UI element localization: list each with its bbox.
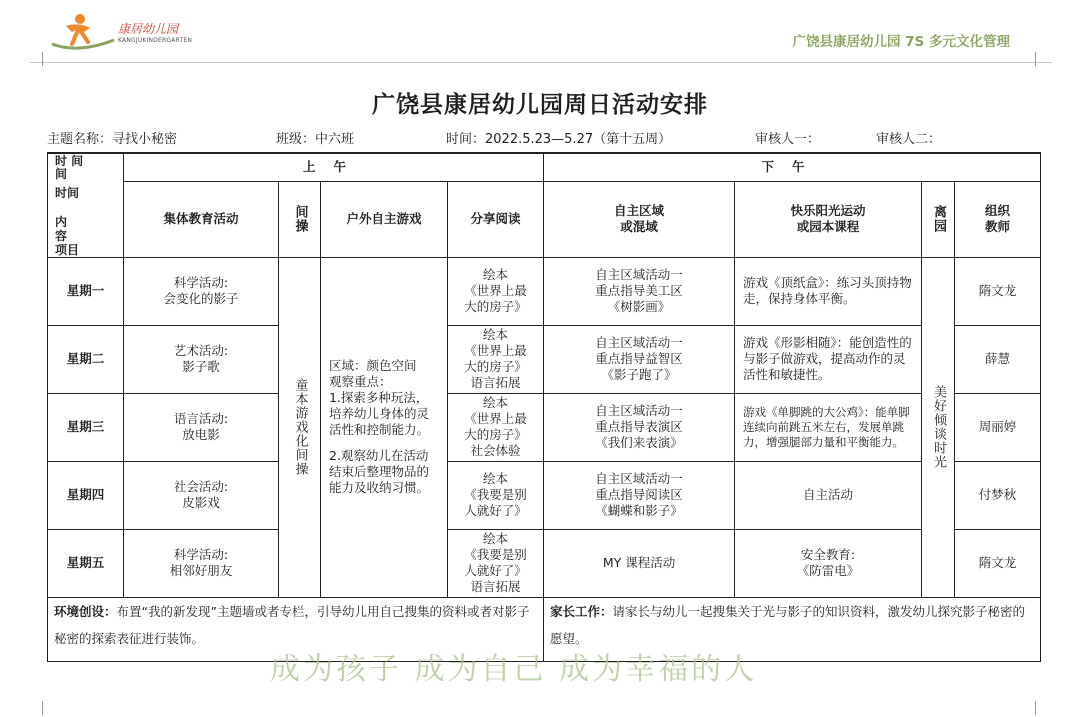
day-label: 星期三 <box>48 393 124 461</box>
area-line: 重点指导益智区 <box>595 351 683 366</box>
corner-label: 容 <box>55 229 68 243</box>
area-line: 《蝴蝶和影子》 <box>595 503 683 518</box>
group-activity-cell <box>124 529 279 597</box>
reading-line: 语言拓展 <box>470 375 521 390</box>
reading-line: 《我要是别 <box>464 487 527 502</box>
area-line: 重点指导表演区 <box>595 419 683 434</box>
area-line: 重点指导阅读区 <box>595 487 683 502</box>
group-activity-title: 相邻好朋友 <box>169 563 233 578</box>
reading-line: 《世界上最 <box>464 343 527 358</box>
weekly-schedule-table <box>47 152 1041 662</box>
group-activity-cell <box>124 257 279 325</box>
meta-reviewer-1: 审核人一： <box>755 132 821 147</box>
sport-cell: 游戏《单脚跳的大公鸡》：能单脚连续向前跳五米左右，发展单跳力，增强腿部力量和平衡能力。 <box>735 393 922 461</box>
col-sport <box>735 181 922 257</box>
parent-text: 请家长与幼儿一起搜集关于光与影子的知识资料，激发幼儿探究影子秘密的愿望。 <box>550 603 1026 646</box>
col-area-line: 自主区域 <box>614 203 665 218</box>
area-line: 自主区域活动一 <box>595 267 683 282</box>
sport-cell: 自主活动 <box>735 461 922 529</box>
outdoor-line: 2.观察幼儿在活动结束后整理物品的能力及收纳习惯。 <box>329 448 430 495</box>
col-leave-label: 离园 <box>931 205 947 233</box>
area-line: 重点指导美工区 <box>595 283 683 298</box>
slogan-watermark: 成为孩子 成为自己 成为幸福的人 <box>270 652 758 687</box>
corner-label: 间 <box>55 167 68 181</box>
area-line: 自主区域活动一 <box>595 335 683 350</box>
table-row <box>48 529 1041 597</box>
col-teacher-line: 组织 <box>985 203 1011 218</box>
area-cell <box>544 393 735 461</box>
area-line: 自主区域活动一 <box>595 471 683 486</box>
col-break <box>279 181 321 257</box>
col-teacher-line: 教师 <box>985 219 1011 234</box>
col-outdoor-game: 户外自主游戏 <box>321 181 448 257</box>
table-row <box>48 325 1041 393</box>
day-label: 星期五 <box>48 529 124 597</box>
logo-text: 康居幼儿园 <box>118 22 179 36</box>
corner-label: 项目 <box>55 243 80 257</box>
crop-mark <box>1035 701 1050 715</box>
leave-text: 美好倾谈时光 <box>931 385 947 469</box>
table-corner-header <box>48 153 124 257</box>
area-line: 《影子跑了》 <box>601 367 677 382</box>
outdoor-game-cell <box>321 257 448 597</box>
group-activity-cell <box>124 461 279 529</box>
reading-line: 社会体验 <box>470 443 521 458</box>
morning-header: 上午 <box>124 153 544 181</box>
col-area-line: 或混域 <box>620 219 658 234</box>
area-line: 《我们来表演》 <box>595 435 683 450</box>
reading-line: 绘本 <box>483 395 509 410</box>
corner-label: 时 间 <box>55 154 84 168</box>
logo-subtitle: KANGJUKINDERGARTEN <box>118 37 193 44</box>
reading-cell <box>448 461 544 529</box>
reading-line: 绘本 <box>483 267 509 282</box>
break-cell <box>279 257 321 597</box>
group-activity-type: 社会活动: <box>173 479 229 494</box>
reading-line: 人就好了》 <box>464 563 527 578</box>
reading-line: 语言拓展 <box>470 579 521 594</box>
area-line: 自主区域活动一 <box>595 403 683 418</box>
reading-line: 绘本 <box>483 327 509 342</box>
area-cell <box>544 325 735 393</box>
reading-line: 人就好了》 <box>464 503 527 518</box>
teacher-cell: 周丽婷 <box>955 393 1041 461</box>
environment-text: 布置“我的新发现”主题墙或者专栏，引导幼儿用自己搜集的资料或者对影子秘密的探索表征进行装饰。 <box>54 603 530 646</box>
col-sport-line: 或园本课程 <box>796 219 860 234</box>
outdoor-line: 1.探索多种玩法，培养幼儿身体的灵活性和控制能力。 <box>329 390 430 437</box>
group-activity-cell <box>124 393 279 461</box>
reading-line: 《世界上最 <box>464 283 527 298</box>
day-label: 星期一 <box>48 257 124 325</box>
environment-label: 环境创设： <box>54 603 117 619</box>
sport-cell <box>735 529 922 597</box>
reading-line: 《世界上最 <box>464 411 527 426</box>
sport-line: 安全教育: <box>800 547 856 562</box>
crop-mark <box>1035 52 1050 66</box>
group-activity-type: 艺术活动: <box>173 343 229 358</box>
outdoor-line: 观察重点： <box>329 374 392 389</box>
col-sport-line: 快乐阳光运动 <box>790 203 866 218</box>
logo-figure-icon <box>48 10 118 52</box>
group-activity-title: 皮影戏 <box>182 495 220 510</box>
corner-label: 内 <box>55 215 68 229</box>
teacher-cell: 薛慧 <box>955 325 1041 393</box>
group-activity-title: 会变化的影子 <box>163 291 239 306</box>
meta-theme: 主题名称：寻找小秘密 <box>47 132 178 147</box>
page-title: 广饶县康居幼儿园周日活动安排 <box>372 92 708 118</box>
group-activity-type: 科学活动: <box>173 547 229 562</box>
col-leave <box>922 181 955 257</box>
header-brand-title: 广饶县康居幼儿园 7S 多元文化管理 <box>792 34 1010 50</box>
col-group-activity: 集体教育活动 <box>124 181 279 257</box>
meta-class: 班级：中六班 <box>276 132 355 147</box>
outdoor-line: 区域：颜色空间 <box>329 358 417 373</box>
area-line: 《树影画》 <box>607 299 671 314</box>
area-cell <box>544 257 735 325</box>
col-break-label: 间操 <box>292 205 308 233</box>
reading-cell <box>448 393 544 461</box>
day-label: 星期四 <box>48 461 124 529</box>
group-activity-cell <box>124 325 279 393</box>
reading-line: 绘本 <box>483 531 509 546</box>
day-label: 星期二 <box>48 325 124 393</box>
area-cell <box>544 461 735 529</box>
table-row <box>48 257 1041 325</box>
reading-line: 绘本 <box>483 471 509 486</box>
sport-line: 《防雷电》 <box>796 563 860 578</box>
group-activity-title: 影子歌 <box>182 359 220 374</box>
sport-cell: 游戏《形影相随》：能创造性的与影子做游戏，提高动作的灵活性和敏捷性。 <box>735 325 922 393</box>
group-activity-type: 科学活动: <box>173 275 229 290</box>
teacher-cell: 隋文龙 <box>955 529 1041 597</box>
group-activity-type: 语言活动: <box>173 411 229 426</box>
header-divider <box>30 62 1052 63</box>
reading-line: 大的房子》 <box>464 359 527 374</box>
teacher-cell: 付梦秋 <box>955 461 1041 529</box>
crop-mark <box>28 701 43 715</box>
col-shared-reading: 分享阅读 <box>448 181 544 257</box>
area-cell: MY 课程活动 <box>544 529 735 597</box>
leave-cell <box>922 257 955 597</box>
table-row <box>48 393 1041 461</box>
col-area-activity <box>544 181 735 257</box>
reading-line: 大的房子》 <box>464 427 527 442</box>
reading-line: 《我要是别 <box>464 547 527 562</box>
teacher-cell: 隋文龙 <box>955 257 1041 325</box>
sport-cell: 游戏《顶纸盒》：练习头顶持物走，保持身体平衡。 <box>735 257 922 325</box>
parent-label: 家长工作： <box>550 603 613 619</box>
meta-time: 时间：2022.5.23—5.27（第十五周） <box>446 132 672 147</box>
table-row <box>48 461 1041 529</box>
group-activity-title: 放电影 <box>182 427 220 442</box>
crop-mark <box>28 52 43 66</box>
corner-label: 时间 <box>55 186 80 200</box>
break-text: 童本游戏化间操 <box>292 378 308 476</box>
reading-line: 大的房子》 <box>464 299 527 314</box>
reading-cell <box>448 257 544 325</box>
col-teacher <box>955 181 1041 257</box>
reading-cell <box>448 529 544 597</box>
reading-cell <box>448 325 544 393</box>
afternoon-header: 下午 <box>544 153 1041 181</box>
meta-reviewer-2: 审核人二： <box>876 132 942 147</box>
